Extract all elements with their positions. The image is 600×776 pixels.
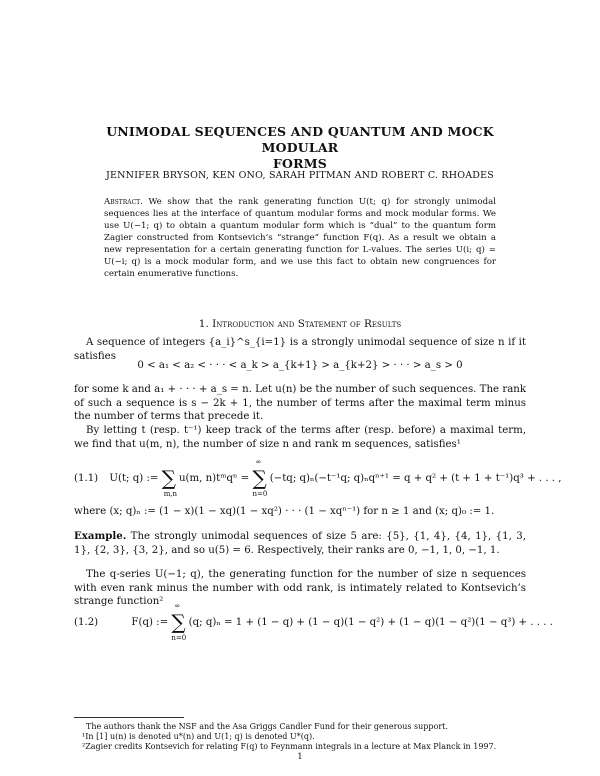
abstract-text: We show that the rank generating function U(t; q) for strongly unimodal sequences lies at the interface of quantum modular forms and mock modular forms. We use U(−1; q) to obtain a quantum modular form which is “dual” to the quantum form Zagier constructed from Kontsevich’s “strange” function F(q). As a result we obtain a new representation for a certain generating function for L-values. The series U(i; q) = U(−i; q) is a mock modular form, and we use this fact to obtain new congruences for certain enumerative functions. bbox=[104, 197, 496, 279]
example-label: Example. bbox=[74, 530, 127, 542]
sum-sign-1: ∑ m,n bbox=[161, 466, 178, 498]
footnote-2: ²Zagier credits Kontsevich for relating F(q) to Feynmann integrals in a lecture at Max Planck in 1997. bbox=[82, 742, 497, 751]
sum-2-subscript: n=0 bbox=[252, 490, 268, 498]
example-paragraph bbox=[74, 530, 526, 557]
sum-3-superscript: ∞ bbox=[174, 602, 181, 610]
footnote-rule bbox=[74, 717, 184, 718]
title-line-2: FORMS bbox=[272, 156, 327, 171]
equation-1-1-sum1: u(m, n)tᵐqⁿ = bbox=[178, 473, 250, 484]
sum-sign-3: ∞ ∑ n=0 bbox=[171, 602, 187, 642]
paragraph-5: The q-series U(−1; q), the generating function for the number of size n sequences with even rank minus the number with odd rank, is intimately related to Kontsevich’s strange function² bbox=[74, 569, 526, 607]
paragraph-1: A sequence of integers {a_i}^s_{i=1} is a strongly unimodal sequence of size n if it satisfies bbox=[74, 337, 526, 362]
inequality: 0 < a₁ < a₂ < · · · < a_k > a_{k+1} > a_{k+2} > · · · > a_s > 0 bbox=[137, 360, 463, 371]
equation-1-2-body: (q; q)ₙ = 1 + (1 − q) + (1 − q)(1 − q²) + (1 − q)(1 − q²)(1 − q³) + . . . . bbox=[188, 617, 553, 628]
paper-title bbox=[80, 124, 520, 172]
equation-1-1-number: (1.1) bbox=[74, 473, 99, 484]
equation-1-1 bbox=[74, 458, 562, 498]
paragraph-4: where (x; q)ₙ := (1 − x)(1 − xq)(1 − xq²) · · · (1 − xqⁿ⁻¹) for n ≥ 1 and (x; q)₀ := 1. bbox=[74, 506, 495, 517]
footnote-acknowledgment: The authors thank the NSF and the Asa Griggs Candler Fund for their generous support. bbox=[86, 722, 448, 731]
sum-2-superscript: ∞ bbox=[255, 458, 262, 466]
abstract bbox=[104, 196, 496, 280]
paragraph-2: for some k and a₁ + · · · + a_s = n. Let u(n) be the number of such sequences. The rank of such a sequence is s − 2k + 1, the number of terms after the maximal term minus the number of terms that precede it. bbox=[74, 384, 526, 422]
section-heading: 1. Introduction and Statement of Results bbox=[198, 318, 402, 330]
equation-1-1-lhs: U(t; q) := bbox=[109, 473, 159, 484]
authors: JENNIFER BRYSON, KEN ONO, SARAH PITMAN AND ROBERT C. RHOADES bbox=[106, 170, 494, 181]
page-number: 1 bbox=[297, 752, 303, 762]
equation-1-2-number: (1.2) bbox=[74, 617, 99, 628]
sum-3-subscript: n=0 bbox=[171, 634, 187, 642]
abstract-label: Abstract. bbox=[104, 197, 143, 207]
equation-1-1-sum2: (−tq; q)ₙ(−t⁻¹q; q)ₙqⁿ⁺¹ = q + q² + (t + 1 + t⁻¹)q³ + . . . , bbox=[269, 473, 562, 484]
equation-1-2-lhs: F(q) := bbox=[131, 617, 169, 628]
paragraph-3: By letting t (resp. t⁻¹) keep track of the terms after (resp. before) a maximal term, we find that u(m, n), the number of size n and rank m sequences, satisfies¹ bbox=[74, 425, 526, 450]
title-line-1: UNIMODAL SEQUENCES AND QUANTUM AND MOCK MODULAR bbox=[106, 124, 494, 155]
equation-1-2 bbox=[74, 602, 553, 642]
sum-1-subscript: m,n bbox=[163, 490, 178, 498]
footnote-1: ¹In [1] u(n) is denoted u*(n) and U(1; q) is denoted U*(q). bbox=[82, 732, 315, 741]
sum-sign-2: ∞ ∑ n=0 bbox=[252, 458, 268, 498]
example-text: The strongly unimodal sequences of size 5 are: {5}, {1, 4}, {4, 1}, {1, 3, 1}, {2, 3}, {3, 2}, and so u(5) = 6. Respectively, their ranks are 0, −1, 1, 0, −1, 1. bbox=[74, 531, 526, 556]
